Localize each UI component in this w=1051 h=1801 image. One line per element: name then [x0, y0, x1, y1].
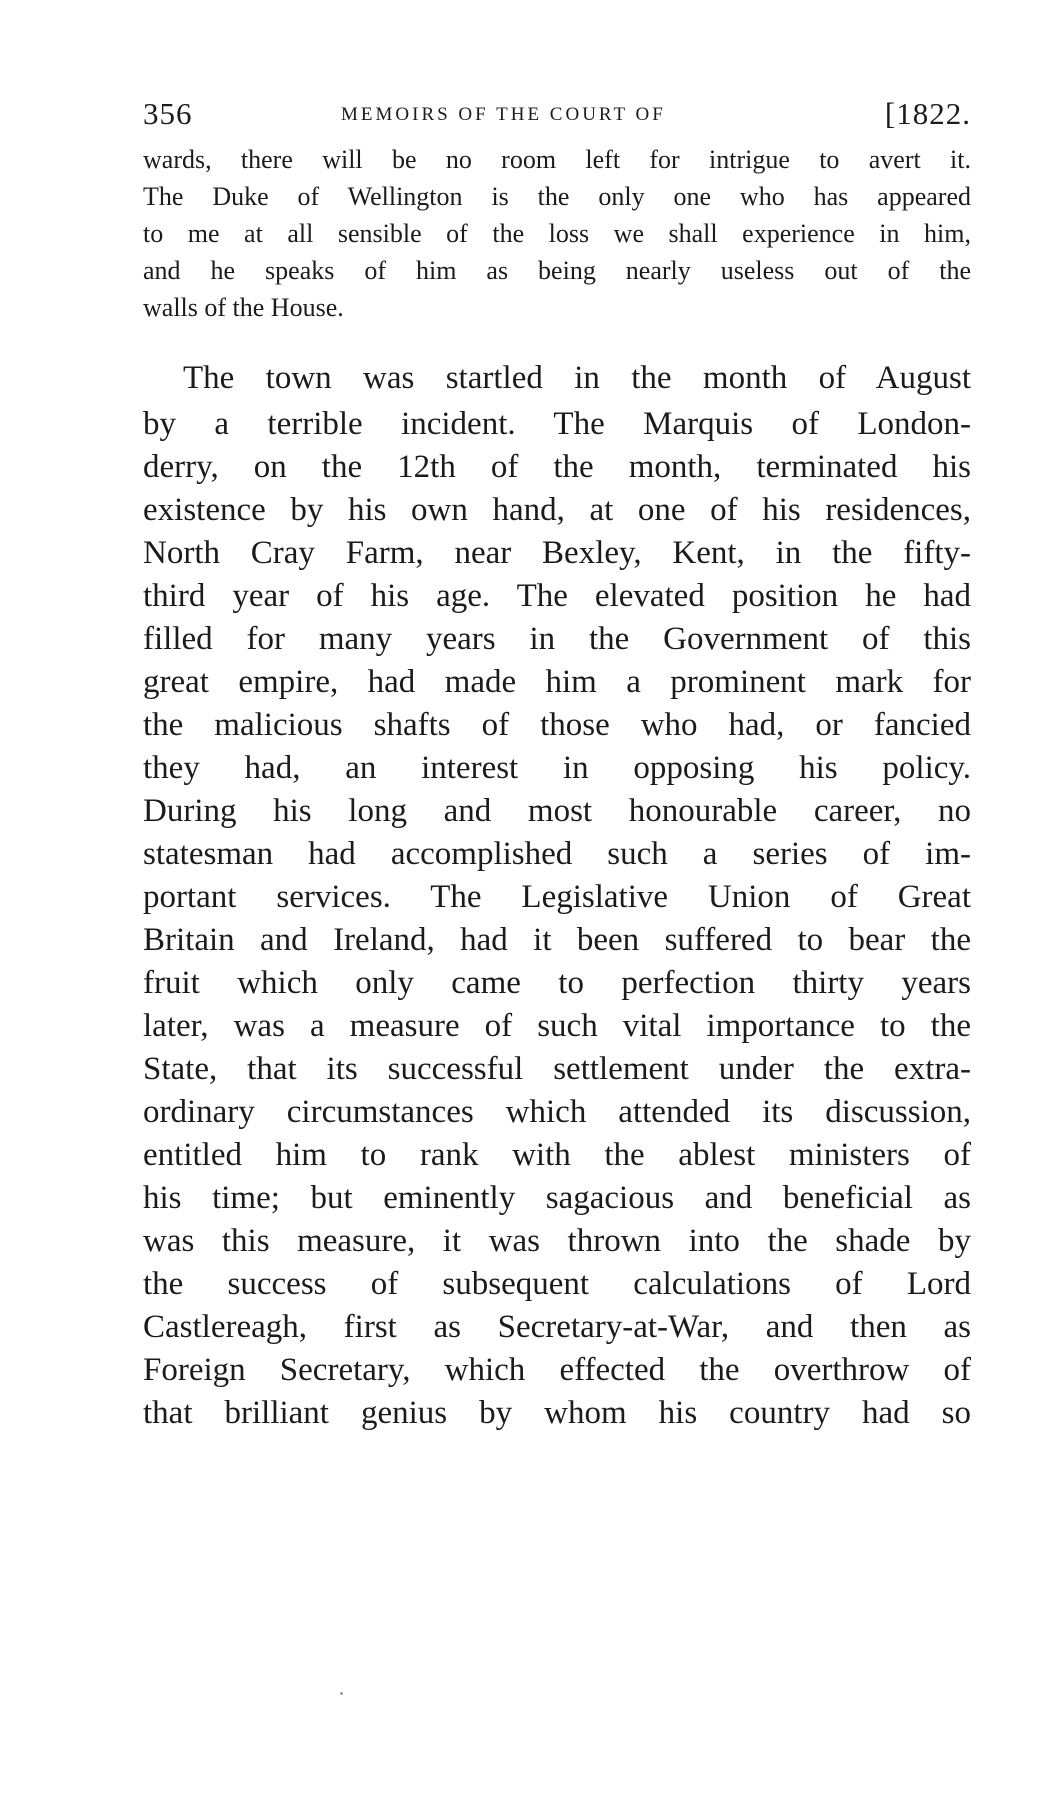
- body-line: they had, an interest in opposing his policy.: [143, 750, 971, 786]
- body-line: North Cray Farm, near Bexley, Kent, in the fifty-: [143, 535, 971, 571]
- body-line: fruit which only came to perfection thirty years: [143, 965, 971, 1001]
- body-line: third year of his age. The elevated position he had: [143, 578, 971, 614]
- body-line: great empire, had made him a prominent mark for: [143, 664, 971, 700]
- quote-line: walls of the House.: [143, 293, 344, 322]
- body-line: existence by his own hand, at one of his residences,: [143, 492, 971, 528]
- page-number: 356: [143, 96, 193, 131]
- quote-line: The Duke of Wellington is the only one who has appeared: [143, 182, 971, 211]
- body-line: Britain and Ireland, had it been suffered to bear the: [143, 922, 971, 958]
- ink-speck: [340, 1692, 343, 1695]
- header-year: [1822.: [884, 96, 971, 131]
- quote-line: to me at all sensible of the loss we shall experience in him,: [143, 219, 971, 248]
- body-line: the success of subsequent calculations of Lord: [143, 1266, 971, 1302]
- quote-line: wards, there will be no room left for intrigue to avert it.: [143, 145, 971, 174]
- body-line: that brilliant genius by whom his country had so: [143, 1395, 971, 1431]
- body-line: The town was startled in the month of August: [183, 360, 971, 396]
- body-line: later, was a measure of such vital importance to the: [143, 1008, 971, 1044]
- body-line: the malicious shafts of those who had, or fancied: [143, 707, 971, 743]
- body-line: his time; but eminently sagacious and beneficial as: [143, 1180, 971, 1216]
- body-line: Foreign Secretary, which effected the overthrow of: [143, 1352, 971, 1388]
- body-line: State, that its successful settlement under the extra-: [143, 1051, 971, 1087]
- body-line: ordinary circumstances which attended its discussion,: [143, 1094, 971, 1130]
- body-line: portant services. The Legislative Union of Great: [143, 879, 971, 915]
- running-head: MEMOIRS OF THE COURT OF: [341, 104, 666, 125]
- body-line: was this measure, it was thrown into the shade by: [143, 1223, 971, 1259]
- body-line: Castlereagh, first as Secretary-at-War, and then as: [143, 1309, 971, 1345]
- body-line: derry, on the 12th of the month, terminated his: [143, 449, 971, 485]
- body-line: entitled him to rank with the ablest ministers of: [143, 1137, 971, 1173]
- body-line: During his long and most honourable career, no: [143, 793, 971, 829]
- body-line: statesman had accomplished such a series of im-: [143, 836, 971, 872]
- body-line: by a terrible incident. The Marquis of London-: [143, 406, 971, 442]
- page-header: [143, 96, 971, 136]
- quote-line: and he speaks of him as being nearly useless out of the: [143, 256, 971, 285]
- body-line: filled for many years in the Government of this: [143, 621, 971, 657]
